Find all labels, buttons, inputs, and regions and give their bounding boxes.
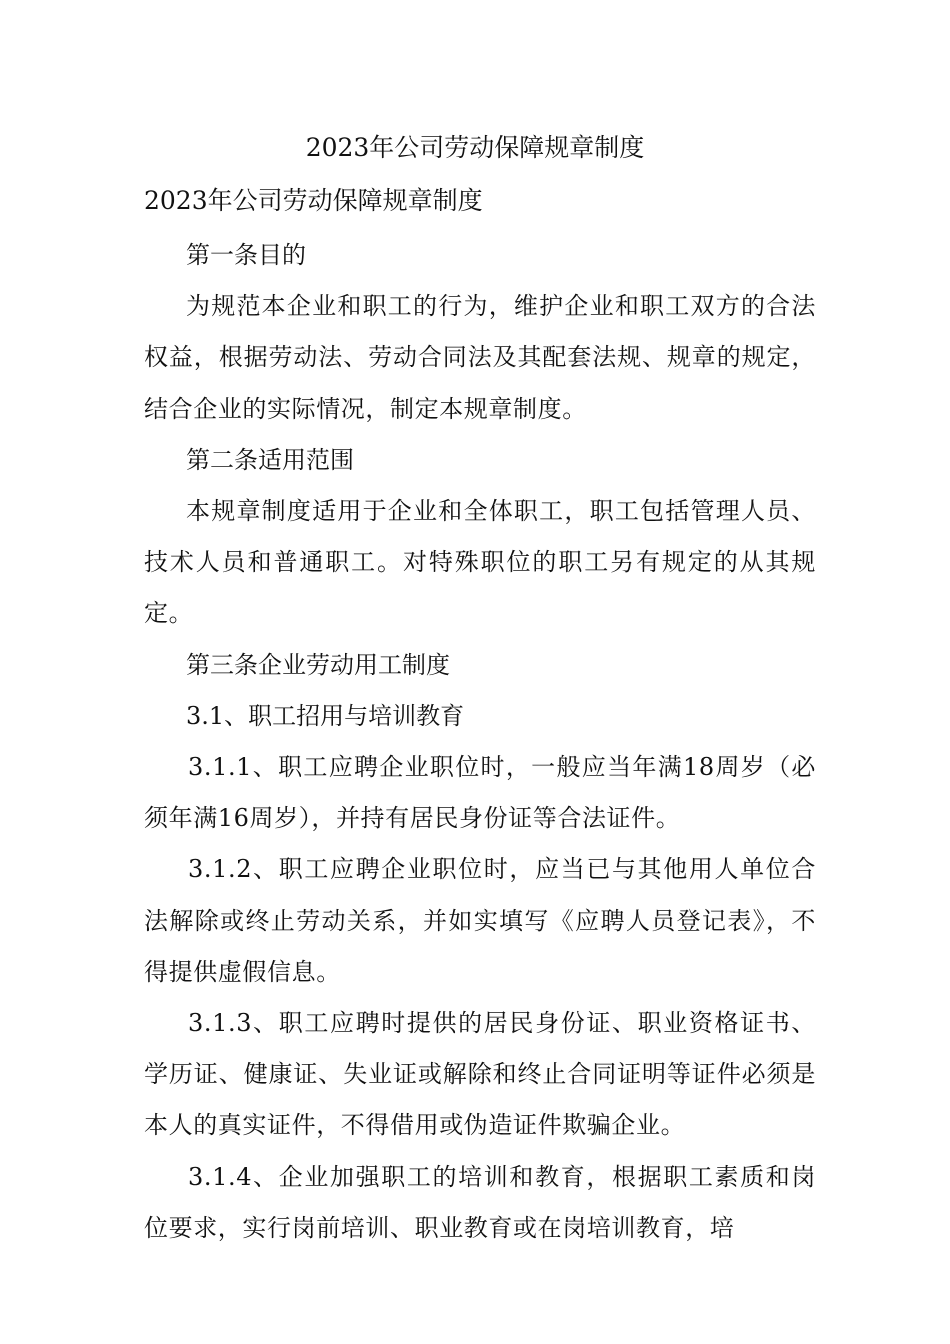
article-1-heading: 第一条目的	[186, 241, 306, 269]
document-title: 2023年公司劳动保障规章制度	[305, 133, 645, 162]
item-3-1-4: 3.1.4、企业加强职工的培训和教育，根据职工素质和岗位要求，实行岗前培训、职业教育或在岗培训教育，培	[144, 1162, 816, 1242]
item-3-1-2: 3.1.2、职工应聘企业职位时，应当已与其他用人单位合法解除或终止劳动关系，并如实填写《应聘人员登记表》，不得提供虚假信息。	[144, 855, 816, 986]
item-3-1-1: 3.1.1、职工应聘企业职位时，一般应当年满18周岁（必须年满16周岁），并持有居民身份证等合法证件。	[144, 753, 816, 833]
item-3-1-3: 3.1.3、职工应聘时提供的居民身份证、职业资格证书、学历证、健康证、失业证或解除和终止合同证明等证件必须是本人的真实证件，不得借用或伪造证件欺骗企业。	[144, 1009, 816, 1140]
section-3-1-heading: 3.1、职工招用与培训教育	[186, 701, 465, 730]
document-body	[144, 230, 816, 1254]
article-1-paragraph: 为规范本企业和职工的行为，维护企业和职工双方的合法权益，根据劳动法、劳动合同法及其配套法规、规章的规定，结合企业的实际情况，制定本规章制度。	[144, 292, 816, 423]
article-2-paragraph: 本规章制度适用于企业和全体职工，职工包括管理人员、技术人员和普通职工。对特殊职位的职工另有规定的从其规定。	[144, 497, 816, 628]
document-subtitle: 2023年公司劳动保障规章制度	[144, 186, 483, 215]
article-3-heading: 第三条企业劳动用工制度	[186, 650, 450, 679]
article-2-heading: 第二条适用范围	[186, 445, 354, 474]
